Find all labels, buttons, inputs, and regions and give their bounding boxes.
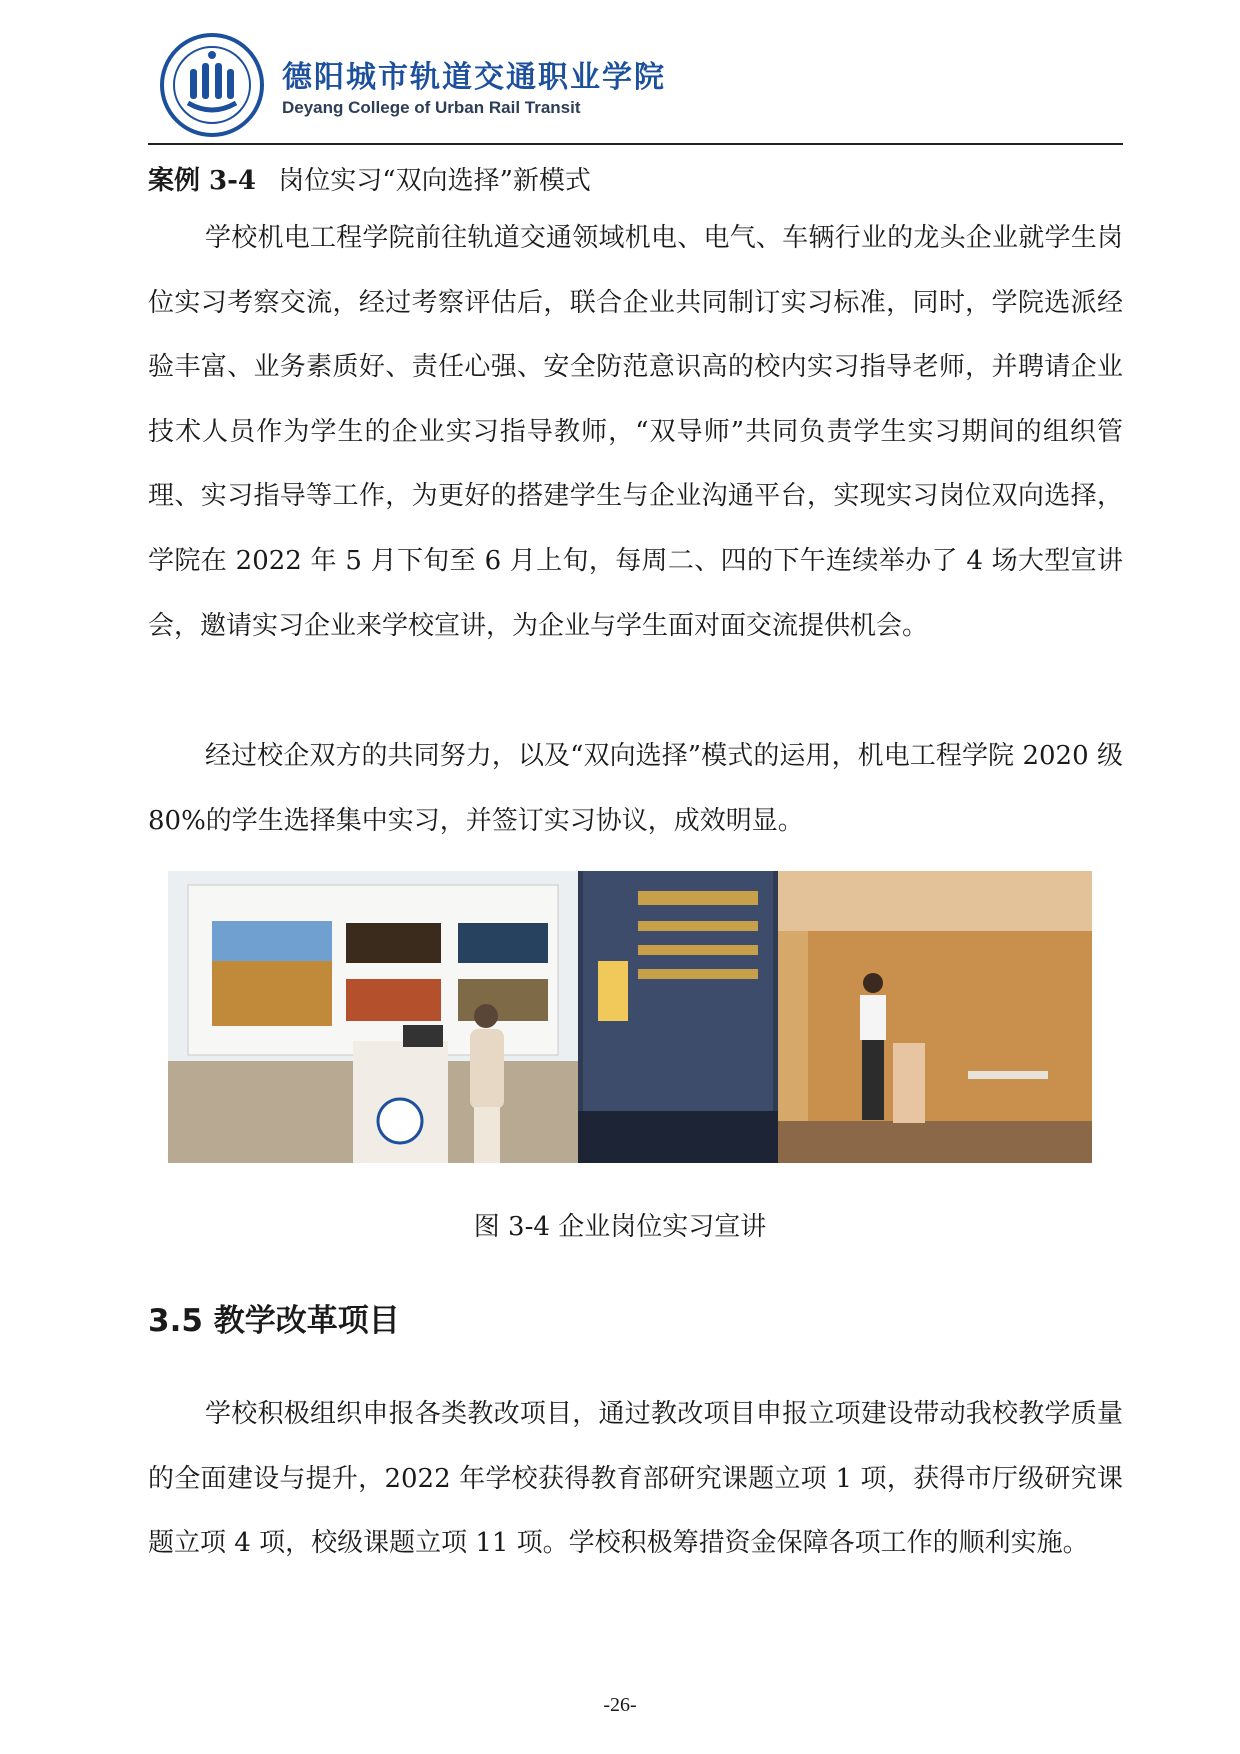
- body-paragraph-2: 经过校企双方的共同努力，以及“双向选择”模式的运用，机电工程学院 2020 级 80%的学生选择集中实习，并签订实习协议，成效明显。: [148, 741, 1123, 836]
- case-title-text: 岗位实习“双向选择”新模式: [278, 166, 591, 196]
- figure-caption: 图 3-4 企业岗位实习宣讲: [473, 1212, 767, 1242]
- case-title: [148, 164, 591, 198]
- college-logo: [160, 33, 264, 137]
- college-name-en: Deyang College of Urban Rail Transit: [282, 98, 581, 117]
- header-divider: [148, 143, 1123, 145]
- page-header: [148, 30, 1123, 142]
- case-label: 案例 3-4: [148, 166, 257, 196]
- figure-photo: [168, 871, 1092, 1163]
- college-name-cn: 德阳城市轨道交通职业学院: [282, 60, 666, 95]
- section-heading: 3.5 教学改革项目: [148, 1303, 400, 1339]
- page-number: -26-: [603, 1694, 637, 1716]
- body-paragraph-1: 学校机电工程学院前往轨道交通领域机电、电气、车辆行业的龙头企业就学生岗位实习考察交流，经过考察评估后，联合企业共同制订实习标准，同时，学院选派经验丰富、业务素质好、责任心强、安全防范意识高的校内实习指导老师，并聘请企业技术人员作为学生的企业实习指导教师，“双导师”共同负责学生实习期间的组织管理、实习指导等工作，为更好的搭建学生与企业沟通平台，实现实习岗位双向选择，学院在 2022 年 5 月下旬至 6 月上旬，每周二、四的下午连续举办了 4 场大型宣讲会，邀请实习企业来学校宣讲，为企业与学生面对面交流提供机会。: [148, 223, 1123, 641]
- section-paragraph: 学校积极组织申报各类教改项目，通过教改项目申报立项建设带动我校教学质量的全面建设与提升，2022 年学校获得教育部研究课题立项 1 项，获得市厅级研究课题立项 4 项，校级课题立项 11 项。学校积极筹措资金保障各项工作的顺利实施。: [148, 1399, 1123, 1559]
